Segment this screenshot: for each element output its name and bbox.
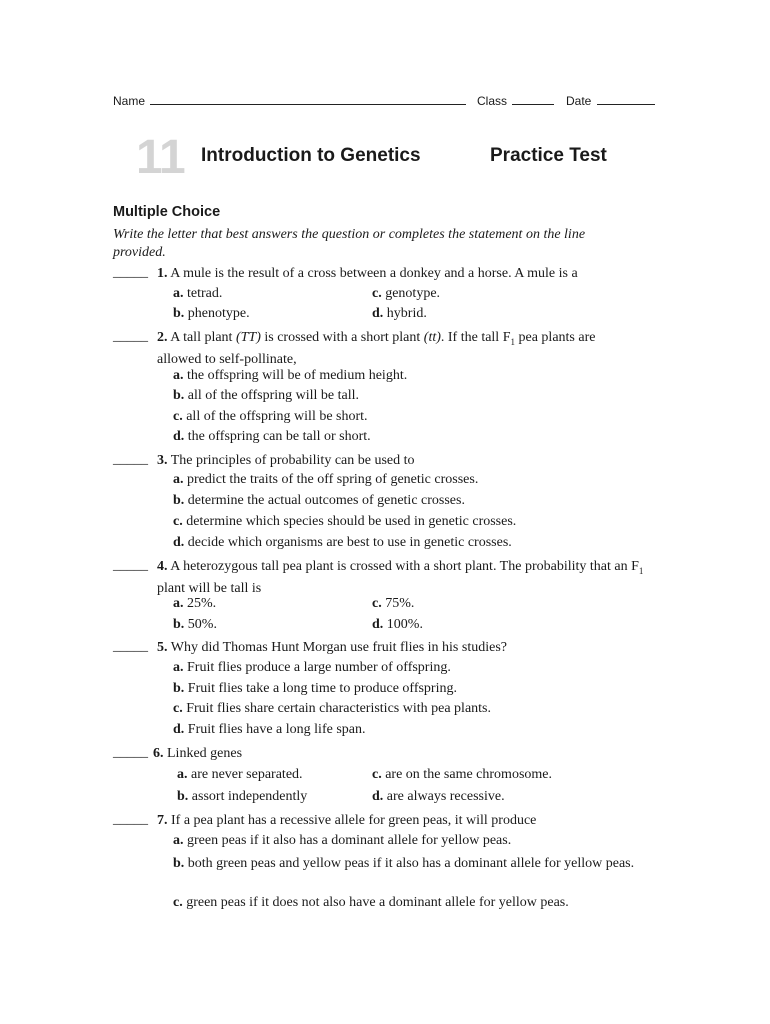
q6-choice-c: c. are on the same chromosome. — [372, 767, 552, 782]
class-label: Class — [477, 94, 508, 108]
answer-blank-1[interactable]: _____ — [113, 265, 148, 280]
section-heading: Multiple Choice — [113, 204, 221, 220]
class-field — [477, 94, 554, 108]
name-blank-line — [150, 94, 466, 105]
class-blank-line — [512, 94, 554, 105]
section-instructions: Write the letter that best answers the question or completes the statement on the line provided. — [113, 227, 586, 260]
q4-choice-c: c. 75%. — [372, 596, 415, 611]
q4-choice-b: b. 50%. — [173, 617, 217, 632]
chapter-title: Introduction to Genetics — [201, 145, 421, 166]
question-2-stem: 2. A tall plant (TT) is crossed with a short plant (tt). If the tall $F_1$ pea plants are allowed to self-pollinate, — [157, 330, 596, 367]
q3-choice-a: a. predict the traits of the off spring of genetic crosses. — [173, 472, 479, 487]
date-field — [566, 94, 655, 108]
q7-choice-a: a. green peas if it also has a dominant allele for yellow peas. — [173, 833, 512, 848]
q3-choice-d: d. decide which organisms are best to use in genetic crosses. — [173, 535, 512, 550]
q2-choice-a: a. the offspring will be of medium height. — [173, 368, 408, 383]
question-7-stem: 7. If a pea plant has a recessive allele for green peas, it will produce — [157, 813, 537, 828]
question-1-stem: 1. A mule is the result of a cross between a donkey and a horse. A mule is a — [157, 266, 578, 281]
date-blank-line — [597, 94, 655, 105]
chapter-number: 11 — [136, 131, 185, 184]
answer-blank-6[interactable]: _____ — [113, 745, 148, 760]
q6-choice-d: d. are always recessive. — [372, 789, 505, 804]
q2-choice-c: c. all of the offspring will be short. — [173, 409, 368, 424]
answer-blank-4[interactable]: _____ — [113, 558, 148, 573]
date-label: Date — [566, 94, 592, 108]
q2-choice-b: b. all of the offspring will be tall. — [173, 388, 360, 403]
q5-choice-a: a. Fruit flies produce a large number of offspring. — [173, 660, 451, 675]
answer-blank-3[interactable]: _____ — [113, 452, 148, 467]
q5-choice-d: d. Fruit flies have a long life span. — [173, 722, 366, 737]
question-4-stem: 4. A heterozygous tall pea plant is crossed with a short plant. The probability that an $F_1$ plant will be tall is — [157, 559, 644, 596]
question-6-stem: 6. Linked genes — [153, 746, 243, 761]
question-5-stem: 5. Why did Thomas Hunt Morgan use fruit flies in his studies? — [157, 640, 507, 655]
question-3-stem: 3. The principles of probability can be used to — [157, 453, 415, 468]
q4-choice-d: d. 100%. — [372, 617, 423, 632]
q7-choice-b: b. both green peas and yellow peas if it also has a dominant allele for yellow peas. — [173, 856, 635, 871]
answer-blank-5[interactable]: _____ — [113, 639, 148, 654]
q2-choice-d: d. the offspring can be tall or short. — [173, 429, 371, 444]
answer-blank-7[interactable]: _____ — [113, 812, 148, 827]
q5-choice-c: c. Fruit flies share certain characteristics with pea plants. — [173, 701, 491, 716]
name-field — [113, 94, 466, 108]
q4-choice-a: a. 25%. — [173, 596, 217, 611]
q1-choice-c: c. genotype. — [372, 286, 441, 301]
q6-choice-b: b. assort independently — [177, 789, 308, 804]
q3-choice-b: b. determine the actual outcomes of genetic crosses. — [173, 493, 465, 508]
q3-choice-c: c. determine which species should be used in genetic crosses. — [173, 514, 517, 529]
name-label: Name — [113, 94, 146, 108]
q1-choice-d: d. hybrid. — [372, 306, 427, 321]
q1-choice-b: b. phenotype. — [173, 306, 250, 321]
q6-choice-a: a. are never separated. — [177, 767, 303, 782]
q1-choice-a: a. tetrad. — [173, 286, 223, 301]
q5-choice-b: b. Fruit flies take a long time to produce offspring. — [173, 681, 457, 696]
test-title: Practice Test — [490, 145, 607, 166]
q7-choice-c: c. green peas if it does not also have a dominant allele for yellow peas. — [173, 895, 569, 910]
answer-blank-2[interactable]: _____ — [113, 329, 148, 344]
